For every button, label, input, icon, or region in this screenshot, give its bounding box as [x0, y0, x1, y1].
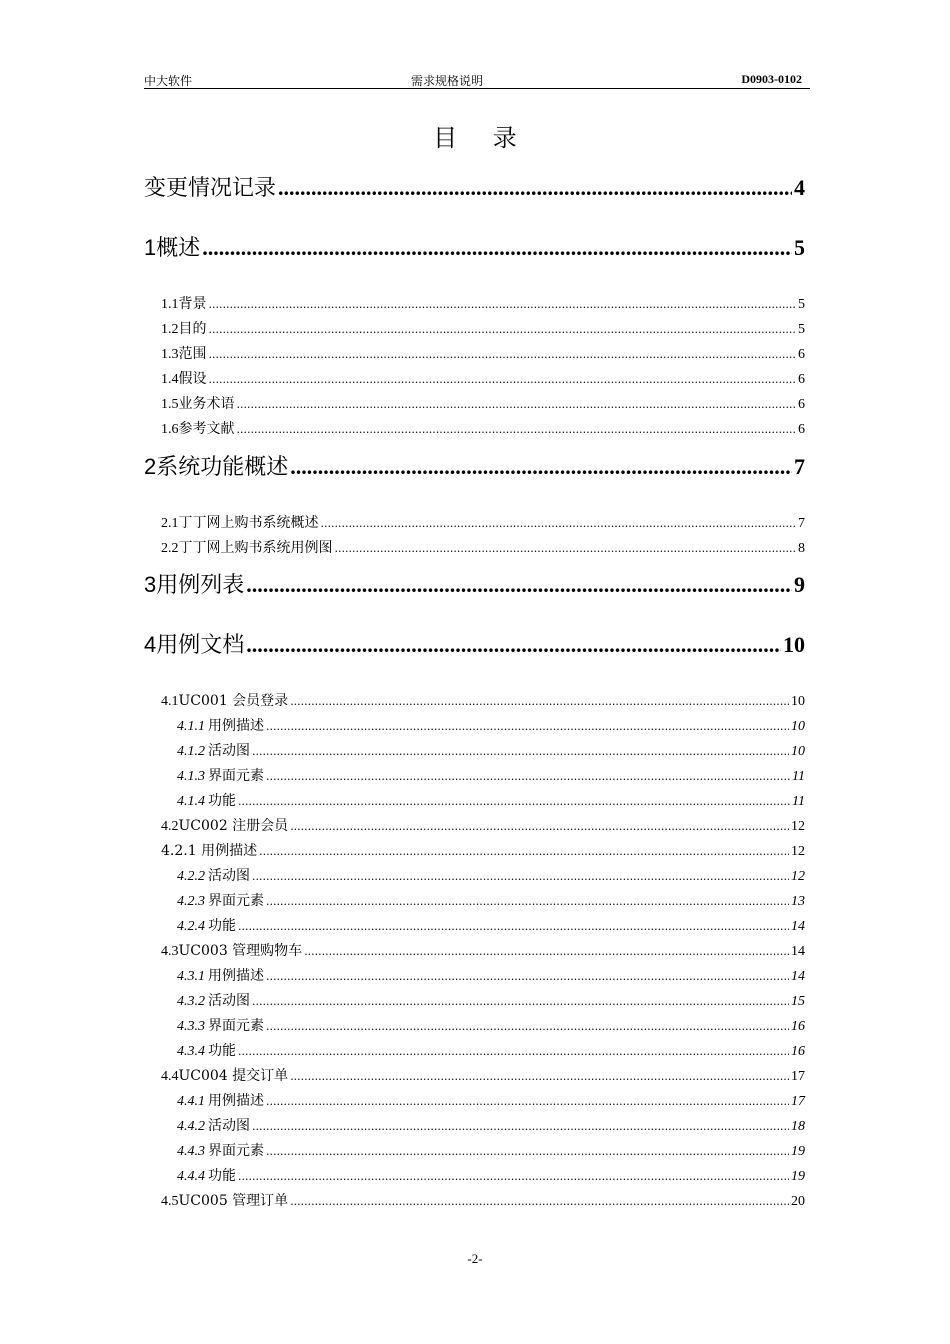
toc-entry-label: 范围	[178, 346, 207, 362]
toc-dot-leader	[321, 517, 797, 530]
toc-dot-leader	[252, 745, 789, 758]
toc-entry-page: 7	[798, 516, 805, 531]
toc-entry[interactable]	[144, 628, 805, 659]
toc-entry-page: 10	[791, 744, 805, 759]
toc-entry-label: 丁丁网上购书系统概述	[178, 515, 319, 531]
toc-entry-page: 18	[791, 1119, 805, 1134]
toc-entry-label: 活动图	[208, 1118, 250, 1134]
toc-dot-leader	[266, 1020, 789, 1033]
toc-entry-page: 9	[794, 572, 805, 597]
toc-dot-leader	[290, 454, 792, 480]
toc-entry-number: 4.4.2	[177, 1119, 205, 1134]
toc-entry-number: 1.6	[161, 422, 179, 437]
toc-entry-page: 14	[791, 944, 805, 959]
toc-entry-page: 14	[791, 969, 805, 984]
toc-entry-label: 界面元素	[208, 1018, 264, 1034]
toc-entry-page: 17	[791, 1069, 805, 1084]
toc-entry[interactable]	[161, 1190, 805, 1210]
toc-entry[interactable]	[177, 1015, 805, 1035]
toc-entry[interactable]	[177, 765, 805, 785]
toc-entry-label: 功能	[208, 1168, 236, 1184]
toc-entry-number: 4.1.4	[177, 794, 205, 809]
toc-entry-label: 功能	[208, 793, 236, 809]
toc-entry-number: 4.2.4	[177, 919, 205, 934]
toc-entry-label: 界面元素	[208, 893, 264, 909]
toc-entry[interactable]	[161, 318, 805, 338]
toc-entry-label: 界面元素	[208, 768, 264, 784]
toc-entry[interactable]	[177, 1040, 805, 1060]
toc-entry-label: 功能	[208, 918, 236, 934]
toc-dot-leader	[246, 632, 781, 658]
toc-entry-page: 20	[791, 1194, 805, 1209]
toc-entry-page: 8	[798, 541, 805, 556]
toc-entry-page: 13	[791, 894, 805, 909]
toc-entry-number: 4.5	[161, 1194, 179, 1209]
toc-entry[interactable]	[161, 537, 805, 557]
toc-dot-leader	[259, 845, 789, 858]
toc-entry-page: 7	[794, 454, 805, 479]
toc-entry-number: 1.4	[161, 372, 179, 387]
toc-entry-page: 12	[791, 819, 805, 834]
toc-entry-label: 业务术语	[178, 396, 235, 412]
toc-entry-number: 4.2.3	[177, 894, 205, 909]
toc-entry-number: 4.4.1	[177, 1094, 205, 1109]
toc-entry-page: 15	[791, 994, 805, 1009]
toc-entry-number: 4.1.2	[177, 744, 205, 759]
toc-entry[interactable]	[177, 990, 805, 1010]
toc-dot-leader	[202, 235, 792, 261]
toc-dot-leader	[252, 870, 789, 883]
toc-entry-number: 4.3.3	[177, 1019, 205, 1034]
toc-dot-leader	[290, 1195, 789, 1208]
toc-dot-leader	[237, 423, 797, 436]
toc-dot-leader	[290, 695, 789, 708]
toc-entry-number: 4.1.3	[177, 769, 205, 784]
toc-dot-leader	[266, 1145, 789, 1158]
toc-entry[interactable]	[177, 965, 805, 985]
header-company: 中大软件	[144, 74, 193, 88]
toc-entry-number: 4.1	[161, 694, 179, 709]
toc-entry-label: 4.2.1 用例描述	[161, 843, 258, 859]
toc-dot-leader	[304, 945, 789, 958]
toc-dot-leader	[290, 1070, 789, 1083]
toc-entry[interactable]	[177, 1140, 805, 1160]
toc-dot-leader	[252, 995, 789, 1008]
toc-dot-leader	[266, 970, 789, 983]
toc-entry[interactable]	[161, 690, 805, 710]
toc-entry[interactable]	[144, 231, 805, 262]
toc-entry-number: 1.2	[161, 322, 179, 337]
toc-entry-label: 活动图	[208, 868, 250, 884]
toc-entry-label: 假设	[178, 371, 207, 387]
toc-entry[interactable]	[177, 1115, 805, 1135]
toc-entry-label: 背景	[178, 296, 207, 312]
toc-entry-label: 用例描述	[208, 1093, 264, 1109]
toc-entry-page: 4	[794, 175, 805, 200]
toc-entry[interactable]	[177, 1090, 805, 1110]
page-header	[144, 70, 810, 89]
toc-dot-leader	[238, 1170, 789, 1183]
toc-entry-label: 变更情况记录	[144, 176, 277, 201]
toc-entry-number: 4.4	[161, 1069, 179, 1084]
toc-entry[interactable]	[177, 915, 805, 935]
toc-entry-number: 4.4.4	[177, 1169, 205, 1184]
toc-entry[interactable]	[177, 715, 805, 735]
toc-entry-page: 5	[794, 235, 805, 260]
toc-entry-page: 10	[791, 694, 805, 709]
toc-entry-label: 目的	[178, 321, 207, 337]
toc-entry-number: 2.2	[161, 541, 179, 556]
toc-dot-leader	[278, 175, 792, 201]
toc-entry-number: 4.4.3	[177, 1144, 205, 1159]
toc-entry-number: 4	[144, 632, 157, 657]
toc-entry-label: 功能	[208, 1043, 236, 1059]
toc-entry[interactable]	[161, 418, 805, 438]
toc-dot-leader	[237, 398, 797, 411]
toc-entry[interactable]	[177, 790, 805, 810]
toc-entry-label: 活动图	[208, 743, 250, 759]
toc-entry[interactable]	[144, 568, 805, 599]
toc-entry-number: 4.3	[161, 944, 179, 959]
toc-entry[interactable]	[177, 1165, 805, 1185]
toc-entry-label: UC001 会员登录	[178, 693, 289, 709]
toc-dot-leader	[238, 920, 789, 933]
toc-entry-page: 6	[798, 372, 805, 387]
toc-dot-leader	[246, 572, 792, 598]
toc-entry-number: 2	[144, 454, 157, 479]
toc-dot-leader	[209, 373, 797, 386]
toc-entry-number: 1.3	[161, 347, 179, 362]
toc-entry-number: 1	[144, 235, 157, 260]
toc-entry[interactable]	[161, 393, 805, 413]
toc-entry-label: 用例描述	[208, 968, 264, 984]
toc-entry-page: 5	[798, 322, 805, 337]
toc-entry[interactable]	[161, 815, 805, 835]
toc-entry-number: 1.1	[161, 297, 179, 312]
toc-entry-label: UC005 管理订单	[178, 1193, 289, 1209]
toc-dot-leader	[238, 1045, 789, 1058]
toc-entry-label: 丁丁网上购书系统用例图	[178, 540, 333, 556]
toc-entry[interactable]	[177, 890, 805, 910]
toc-entry[interactable]	[161, 368, 805, 388]
toc-entry-label: 概述	[156, 236, 201, 261]
toc-dot-leader	[209, 348, 797, 361]
toc-entry-page: 16	[791, 1044, 805, 1059]
toc-entry-label: 界面元素	[208, 1143, 264, 1159]
toc-entry[interactable]	[161, 293, 805, 313]
toc-dot-leader	[266, 1095, 789, 1108]
page-number: -2-	[467, 1251, 483, 1266]
toc-entry-label: UC004 提交订单	[178, 1068, 289, 1084]
toc-dot-leader	[209, 323, 797, 336]
page-title: 目 录	[433, 124, 531, 152]
toc-entry-page: 12	[791, 844, 805, 859]
toc-entry-number: 4.1.1	[177, 719, 205, 734]
toc-entry-label: 用例描述	[208, 718, 264, 734]
toc-entry[interactable]	[144, 450, 805, 481]
toc-dot-leader	[266, 895, 789, 908]
toc-entry-number: 2.1	[161, 516, 179, 531]
toc-entry[interactable]	[161, 343, 805, 363]
toc-entry-page: 10	[791, 719, 805, 734]
toc-entry[interactable]	[161, 1065, 805, 1085]
toc-entry-page: 12	[791, 869, 805, 884]
toc-entry-label: 用例文档	[156, 633, 245, 658]
toc-entry-page: 5	[798, 297, 805, 312]
toc-entry-number: 4.2	[161, 819, 179, 834]
header-doc-title: 需求规格说明	[411, 74, 484, 88]
toc-entry-page: 11	[792, 794, 805, 809]
toc-entry-number: 4.2.2	[177, 869, 205, 884]
toc-entry-page: 16	[791, 1019, 805, 1034]
toc-dot-leader	[252, 1120, 789, 1133]
toc-entry-number: 4.3.4	[177, 1044, 205, 1059]
toc-entry-number: 4.3.2	[177, 994, 205, 1009]
toc-entry[interactable]	[144, 171, 805, 202]
toc-entry-label: 活动图	[208, 993, 250, 1009]
toc-entry[interactable]	[177, 740, 805, 760]
toc-entry-page: 19	[791, 1169, 805, 1184]
toc-entry-label: 系统功能概述	[156, 455, 289, 480]
toc-entry-label: UC003 管理购物车	[178, 943, 303, 959]
toc-entry-page: 14	[791, 919, 805, 934]
toc-dot-leader	[238, 795, 790, 808]
toc-entry-label: 参考文献	[178, 421, 235, 437]
toc-entry[interactable]	[161, 512, 805, 532]
toc-entry-page: 6	[798, 347, 805, 362]
toc-entry-label: UC002 注册会员	[178, 818, 289, 834]
toc-dot-leader	[290, 820, 789, 833]
toc-entry-page: 10	[783, 632, 805, 657]
toc-dot-leader	[266, 770, 790, 783]
toc-entry-number: 4.3.1	[177, 969, 205, 984]
toc-entry-page: 6	[798, 397, 805, 412]
toc-entry-number: 3	[144, 572, 157, 597]
toc-entry-page: 17	[791, 1094, 805, 1109]
toc-entry-page: 6	[798, 422, 805, 437]
header-doc-id: D0903-0102	[741, 72, 802, 86]
toc-entry-label: 用例列表	[156, 573, 245, 598]
toc-dot-leader	[209, 298, 797, 311]
toc-entry[interactable]	[177, 865, 805, 885]
toc-entry[interactable]	[161, 940, 805, 960]
toc-dot-leader	[335, 542, 797, 555]
toc-entry-page: 19	[791, 1144, 805, 1159]
toc-entry-page: 11	[792, 769, 805, 784]
toc-entry-number: 1.5	[161, 397, 179, 412]
toc-entry[interactable]	[161, 840, 805, 860]
toc-dot-leader	[266, 720, 789, 733]
